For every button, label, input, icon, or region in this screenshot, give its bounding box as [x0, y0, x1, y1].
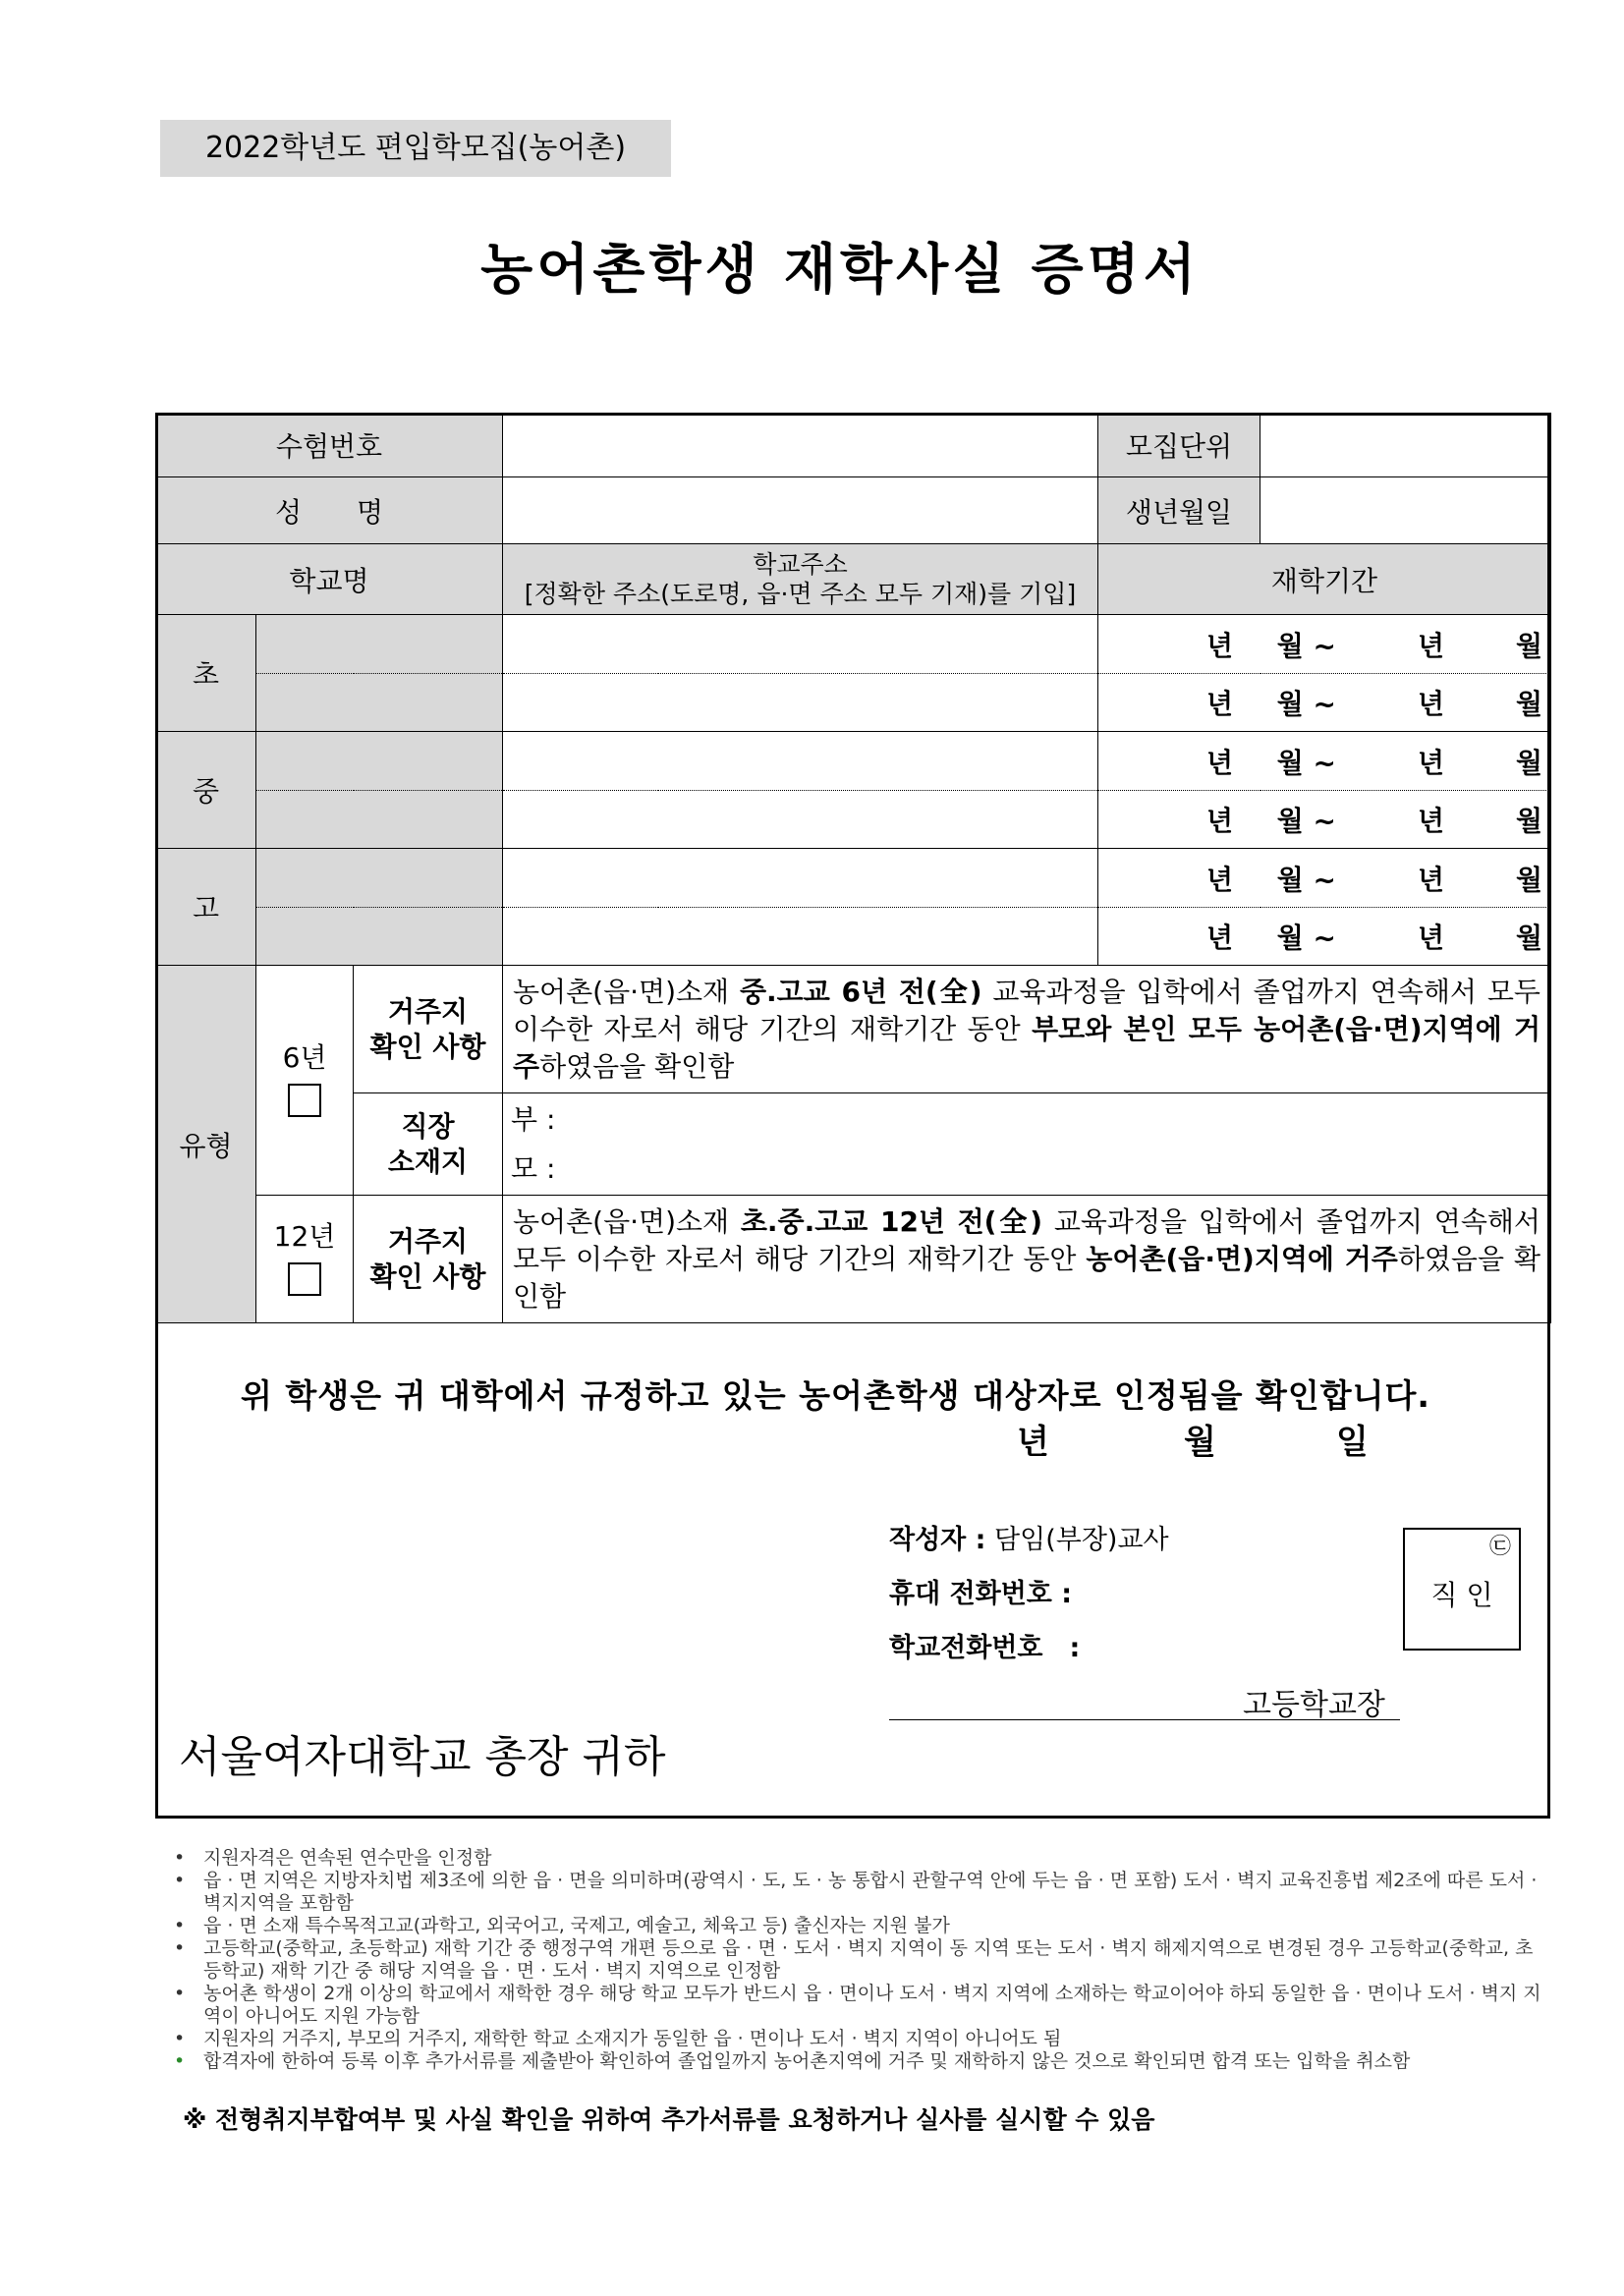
- header-badge: 2022학년도 편입학모집(농어촌): [160, 120, 671, 177]
- type-label: 유형: [156, 966, 256, 1323]
- list-item: • 지원자의 거주지, 부모의 거주지, 재학한 학교 소재지가 동일한 읍 · 면이나 도서 · 벽지 지역이 아니어도 됨: [172, 2028, 1547, 2050]
- principal-label: 고등학교장: [1243, 1688, 1385, 1722]
- writer-label: 작성자 :: [889, 1525, 986, 1555]
- period-field[interactable]: 년 월 ~ 년 월: [1098, 674, 1551, 732]
- school-phone-line: [889, 1626, 1080, 1664]
- confirmation-statement: 위 학생은 귀 대학에서 규정하고 있는 농어촌학생 대상자로 인정됨을 확인합니다.: [241, 1376, 1430, 1415]
- school-addr-label: 학교주소: [753, 549, 848, 579]
- school-phone-label: 학교전화번호 :: [889, 1633, 1081, 1663]
- exam-no-label: 수험번호: [156, 414, 503, 477]
- mobile-line: [889, 1572, 1072, 1610]
- list-item: • 농어촌 학생이 2개 이상의 학교에서 재학한 경우 해당 학교 모두가 반드시 읍 · 면이나 도서 · 벽지 지역에 소재하는 학교이어야 하되 동일한 읍 · 면이나 도서 · 벽지 지역이 아니어도 지원 가능함: [172, 1983, 1547, 2028]
- list-item: • 합격자에 한하여 등록 이후 추가서류를 제출받아 확인하여 졸업일까지 농어촌지역에 거주 및 재학하지 않은 것으로 확인되면 합격 또는 입학을 취소함: [172, 2050, 1547, 2073]
- period-field[interactable]: 년 월 ~ 년 월: [1098, 849, 1551, 908]
- date-day: 일: [1336, 1423, 1369, 1462]
- period-field[interactable]: 년 월 ~ 년 월: [1098, 615, 1551, 674]
- father-field[interactable]: 부 :: [511, 1102, 556, 1136]
- list-item: • 읍 · 면 지역은 지방자치법 제3조에 의한 읍 · 면을 의미하며(광역시 · 도, 도 · 농 통합시 관할구역 안에 두는 읍 · 면 포함) 도서 · 벽지 교육진흥법 제2조에 따른 도서 · 벽지지역을 포함함: [172, 1870, 1547, 1915]
- signature-line: [889, 1719, 1400, 1720]
- twelve-year-label: 12년: [273, 1220, 336, 1253]
- unit-label: 모집단위: [1098, 414, 1260, 477]
- certificate-frame: [155, 413, 1550, 1819]
- level-middle: 중: [156, 732, 256, 849]
- seal-icon: ㉢: [1488, 1535, 1511, 1559]
- notes-list: [172, 1847, 1547, 2073]
- list-item: • 지원자격은 연속된 연수만을 인정함: [172, 1847, 1547, 1870]
- mobile-label: 휴대 전화번호 :: [889, 1579, 1073, 1609]
- mother-field[interactable]: 모 :: [511, 1151, 556, 1185]
- birth-label: 생년월일: [1098, 477, 1260, 544]
- period-field[interactable]: 년 월 ~ 년 월: [1098, 791, 1551, 849]
- level-high: 고: [156, 849, 256, 966]
- addressee: 서울여자대학교 총장 귀하: [179, 1732, 666, 1782]
- work-location-label: 직장 소재지: [354, 1093, 503, 1196]
- period-field[interactable]: 년 월 ~ 년 월: [1098, 732, 1551, 791]
- list-item: • 고등학교(중학교, 초등학교) 재학 기간 중 행정구역 개편 등으로 읍 · 면 · 도서 · 벽지 지역이 동 지역 또는 도서 · 벽지 해제지역으로 변경된 경우 고등학교(중학교, 초등학교) 재학 기간 중 해당 지역을 읍 · 면 · 도서 · 벽지 지역으로 인정함: [172, 1937, 1547, 1983]
- six-year-label: 6년: [282, 1041, 327, 1074]
- page-title: 농어촌학생 재학사실 증명서: [480, 238, 1200, 301]
- date-month: 월: [1184, 1423, 1216, 1462]
- twelve-residence-text: 농어촌(읍·면)소재 초.중.고교 12년 전(全) 교육과정을 입학에서 졸업까지 연속해서 모두 이수한 자로서 해당 기간의 재학기간 동안 농어촌(읍·면)지역에 거주하였음을 확인함: [503, 1196, 1551, 1323]
- period-label: 재학기간: [1098, 544, 1551, 615]
- name-label: 성 명: [156, 477, 503, 544]
- twelve-residence-label: 거주지 확인 사항: [354, 1196, 503, 1323]
- six-residence-text: 농어촌(읍·면)소재 중.고교 6년 전(全) 교육과정을 입학에서 졸업까지 연속해서 모두 이수한 자로서 해당 기간의 재학기간 동안 부모와 본인 모두 농어촌(읍·면)지역에 거주하였음을 확인함: [503, 966, 1551, 1093]
- list-item: • 읍 · 면 소재 특수목적고교(과학고, 외국어고, 국제고, 예술고, 체육고 등) 출신자는 지원 불가: [172, 1915, 1547, 1937]
- period-field[interactable]: 년 월 ~ 년 월: [1098, 908, 1551, 966]
- date-year: 년: [1017, 1423, 1049, 1462]
- writer-line: [889, 1518, 1169, 1556]
- official-stamp-box[interactable]: [1403, 1528, 1521, 1651]
- writer-value: 담임(부장)교사: [994, 1525, 1169, 1555]
- six-residence-label: 거주지 확인 사항: [354, 966, 503, 1093]
- school-addr-note: [정확한 주소(도로명, 읍·면 주소 모두 기재)를 기입]: [524, 579, 1077, 608]
- school-name-label: 학교명: [156, 544, 503, 615]
- level-elementary: 초: [156, 615, 256, 732]
- warning-note: ※ 전형취지부합여부 및 사실 확인을 위하여 추가서류를 요청하거나 실사를 실시할 수 있음: [183, 2105, 1155, 2134]
- stamp-text: 직 인: [1430, 1579, 1493, 1611]
